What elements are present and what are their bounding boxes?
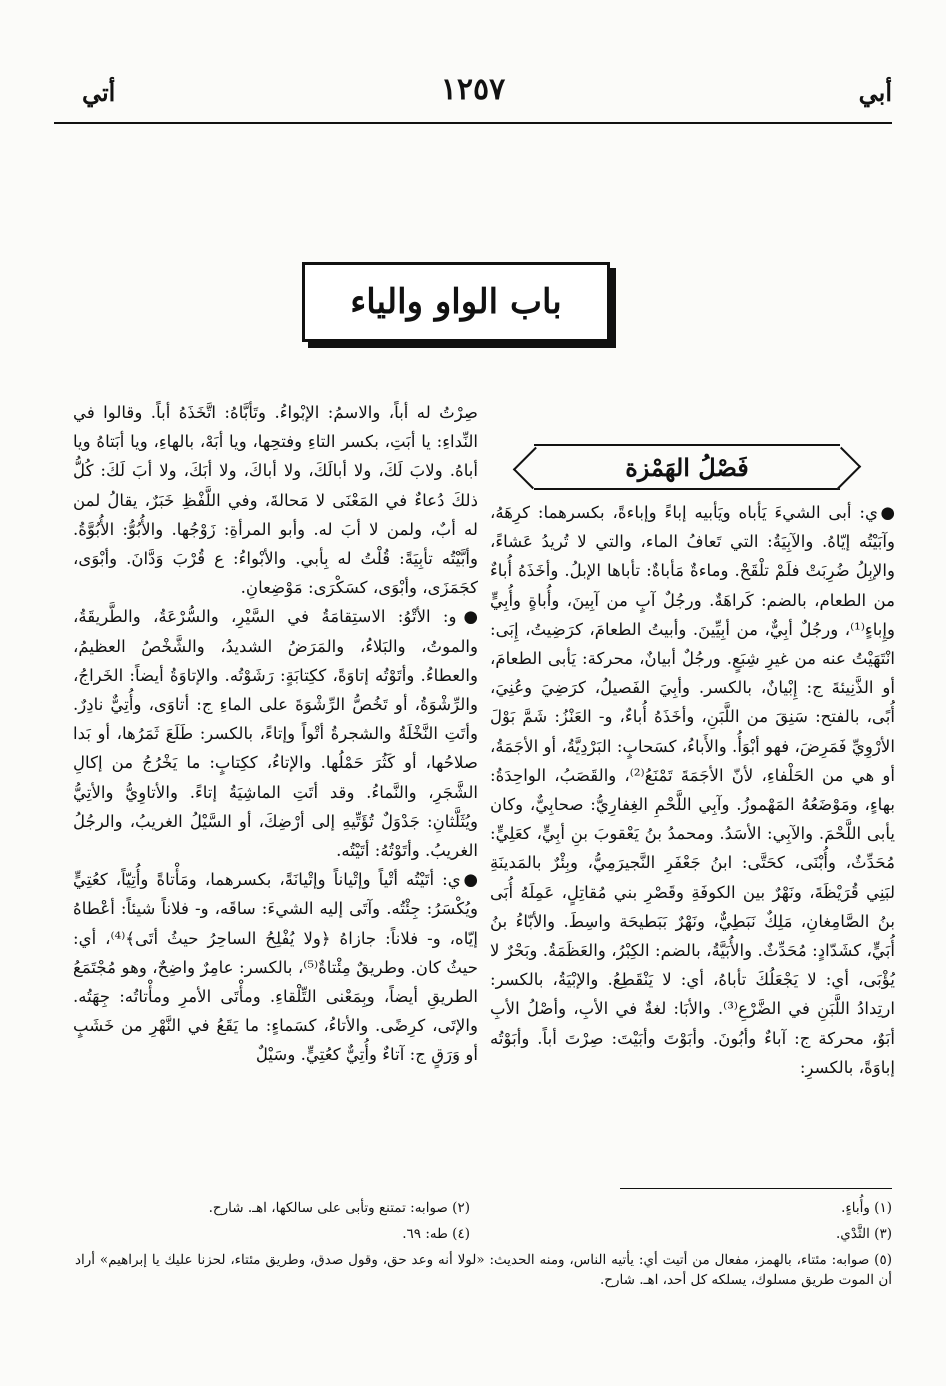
footnote-2: (٢) صوابه: تمتنع وتأبى على سالكها، اهـ. شارح. (208, 1200, 470, 1216)
entry-paragraph: ●ي: أبى الشيءَ يَأباه ويَأبيه إباءً وإباءةً، بكسرهما: كرِهَهُ، وآبَيْتُه إيّاهُ. والآبِيَةُ: التي تَعافُ الماء، والتي لا تُريدُ عَشاءً، والإبِلُ ضُرِبَتْ فلَمْ تلْقَحْ. وماءةٌ مَأباةٌ: تأباها الإبلُ. وأخَذَهُ أُباءٌ من الطعام، بالضم: كَراهَةٌ. ورجُلٌ آبٍ من آبِينَ، وأُباةٍ وأُبِيٍّ وإِباءٍ⁽¹⁾، ورجُلٌ أبِيٌّ، من أبِيِّينَ. وأبيتُ الطعامَ، كرَضِيتُ، إِبَى: انْتَهَيْتُ عنه من غيرِ شِبَعٍ. ورجُلٌ أبيانٌ، محركة: يَأبى الطعامَ، أو الذَّنِيئةَ ج: إِبْيانٌ، بالكسر. وأبِيَ الفَصيلُ، كرَضِيَ وعُنِيَ، أُبًى، بالفتح: سَنِقَ من اللَّبَنِ، وأخَذَهُ أُباءٌ، و- العَنْزُ: شَمَّ بَوْلَ الأرْوِيِّ فَمَرِضَ، فهو أبْوَأُ. والأَباءُ، كسَحابٍ: البَرْدِيَّةُ، أو الأجَمَةُ، أو هي من الحَلْفاءِ، لأنّ الأجَمَةَ تَمْنَعُ⁽²⁾، والقَصَبُ، الواحِدَةُ: بهاءٍ، ومَوْضَعُهُ المَهْموزُ. وآبِي اللَّحْمِ الغِفارِيُّ: صحابِيٌّ، وكان يأبى اللَّحْمَ. والآبِي: الأسَدُ. ومحمدُ بنُ يَعْقوبَ بنِ أبِيٍّ، كعَلِيٍّ: مُحَدِّثٌ، وأُبْنَى، كحَتَّى: ابنُ جَعْفَرِ النَّجيرَمِيُّ، وبِئْرٌ بالمَدينَةِ لبَنِي قُرَيْظَةَ، ونَهْرٌ بين الكوفَةِ وقَصْرِ بني مُقاتِلٍ، عَمِلَهُ أُبَى بنُ الصَّامِغانِ، مَلِكٌ نَبَطِيٌّ، ونَهْرٌ بَبَطيحَة واسِطَ. والأبّاءُ بنُ أُبَيٍّ، كشَدّادٍ: مُحَدِّثٌ. والأُبَيَّةُ، بالضم: الكِبْرُ، والعَظَمَةُ. وبَحْرٌ لا يُؤْبَى، أي: لا يَجْعَلُكَ تأباهُ، أي: لا يَنْقَطِعُ. والإبْيَةُ، بالكسر: ارتِدادُ اللَّبَنِ في الضَّرْعِ⁽³⁾. والأبَا: لغةٌ في الأبِ، وأصْلُ الأبِ أبَوٌ، محركة ج: آباءٌ وأبُونَ. وأبَوْتَ وأبَيْتَ: صِرْتَ أباً. وأبَوْتُه إباوَةً، بالكسرِ: (490, 503, 895, 1077)
header-rule (54, 122, 892, 124)
footnote-1: (١) وأُباءٍ. (841, 1200, 892, 1216)
header-right-word: أبي (858, 78, 892, 107)
entry-paragraph: صِرْتُ له أباً، والاسمُ: الإبْواءُ. وتَأبَّاهُ: اتَّخَذَهُ أباً. وقالوا في النِّداءِ: يا أبَتِ، بكسر التاءِ وفتحِها، ويا أبَهْ، بالهاءِ، ويا أبَتاهُ ويا أباهُ. ولابَ لَكَ، ولا أبالَكَ، ولا أباكَ، ولا أبَكَ، ولا أبَ لَكَ: كُلُّ ذلكَ دُعاءٌ في المَعْنَى لا مَحالةَ، وفي اللَّفْظِ خَبَرٌ، يقالُ لمن له أبٌ، ولمن لا أبَ له. وأبو المرأةِ: زَوْجُها. والأُبُوُّ: الأُبُوَّةُ. وأبَّيْتُه تأبِيَةً: قُلْتُ له بِأبي. والأبْواءُ: ع قُرْبَ وَدَّانَ. وأبْوَى، كجَمَزَى، وأبْوَى، كسَكْرَى: مَوْضِعانِ. (73, 403, 478, 598)
section-title-box (534, 444, 840, 490)
entry-paragraph: ●ي: أتَيْتُه أتْياً وإتْياناً وإتْيانَةً، بكسرهما، ومَأْتاةً وأُتِيّاً، كعُتِيٍّ ويُكْسَرُ: جِئْتُه. وآتَى إليه الشيءَ: ساقَه، و- فلاناً شيئاً: أعْطاهُ إيّاه، و- فلاناً: جازاهُ ﴿ولا يُفْلِحُ الساحِرُ حيثُ أتَى﴾⁽⁴⁾، أي: حيثُ كان. وطريقٌ مِئْتاةٌ⁽⁵⁾، بالكسر: عامِرٌ واضِحٌ، وهو مُجْتَمَعُ الطريقِ أيضاً، وبِمَعْنى التِّلْقاءِ. ومأْتَى الأمرِ ومأْتاتُه: جِهَتُه. والإتَى، كرِضًى. والأتاءُ، كسَماءٍ: ما يَقَعُ في النَّهْرِ من خَشَبٍ أو وَرَقٍ ج: آتاءٌ وأُتِيٌّ كعُتِيٍّ. وسَيْلٌ (73, 870, 478, 1065)
header-left-word: أتي (82, 78, 116, 107)
section-title: فَصْلُ الهَمْزة (625, 452, 749, 482)
page-number: ١٢٥٧ (440, 72, 506, 107)
footnote-4: (٤) طه: ٦٩. (402, 1226, 470, 1242)
left-column (73, 398, 478, 1070)
chapter-title-box (302, 262, 610, 342)
footnote-rule (620, 1188, 892, 1189)
chapter-title: باب الواو والياء (350, 282, 562, 322)
entry-paragraph: ●و: الأتْوُ: الاستِقامَةُ في السَّيْرِ، والسُّرْعَةُ، والطَّريقَةُ، والموتُ، والبَلاءُ، والمَرَضُ الشديدُ، والشَّخْصُ العظيمُ، والعطاءُ. وأتَوْتُه إتاوَةً، ككِتابَةٍ: رَشَوْتُه. والإتاوَةُ أيضاً: الخَراجُ، والرِّشْوَةُ، أو تَخُصُّ الرِّشْوَةَ على الماءِ ج: أتاوَى، وأُتِيٌّ نادِرٌ. وأتَتِ النَّخْلَةُ والشجرةُ أتْواً وإتاءً، بالكسر: طَلَعَ ثَمَرُها، أو بَدا صلاحُها، أو كَثُرَ حَمْلُها. والإتاءُ، ككِتابٍ: ما يَخْرُجُ من إكالِ الشَّجَرِ، والنَّماءُ. وقد أتَتِ الماشِيَةُ إتاءً. والأتاوِيُّ والأتِيُّ ويُثَلَّثانِ: جَدْوَلٌ تُؤَتِّيهِ إلى أرْضِكَ، أو السَّيْلُ الغريبُ، والرجُلُ الغريبُ. وأتَوْتُهُ: أتَيْتُه. (73, 607, 478, 861)
right-column (490, 498, 895, 1082)
footnote-5: (٥) صوابه: مئتاء، بالهمز، مفعال من أتيت أي: يأتيه الناس، ومنه الحديث: «لولا أنه وعد حق، وقول صدق، وطريق مئتاء، لحزنا عليك يا إبراهيم» أراد أن الموت طريق مسلوك، يسلكه كل أحد، اهـ. شارح. (75, 1252, 892, 1288)
footnote-3: (٣) الثَّدْي. (836, 1226, 892, 1242)
